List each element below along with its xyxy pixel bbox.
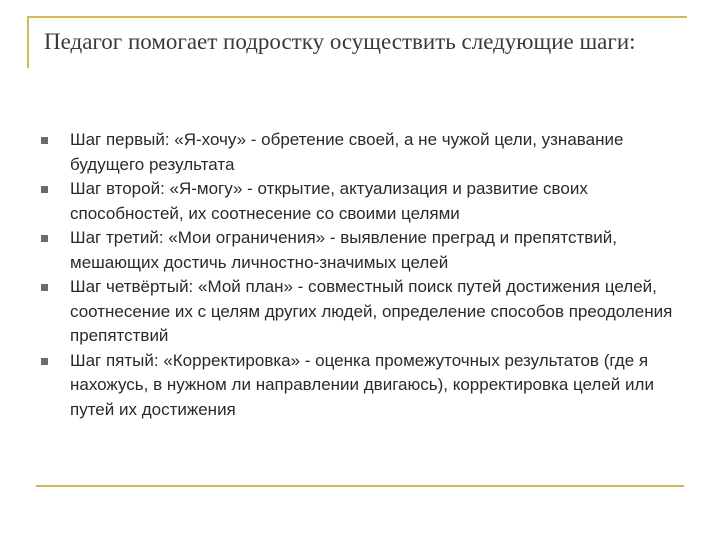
- square-bullet-icon: [41, 235, 48, 242]
- top-accent-line: [27, 16, 687, 18]
- list-item: [38, 275, 688, 349]
- step-5-text: Шаг пятый: «Корректировка» - оценка промежуточных результатов (где я нахожусь, в нужном ли направлении двигаюсь), корректировка целей или путей их достижения: [70, 350, 654, 419]
- square-bullet-icon: [41, 358, 48, 365]
- square-bullet-icon: [41, 186, 48, 193]
- list-item: [38, 349, 688, 423]
- steps-list: [38, 128, 688, 422]
- step-4-text: Шаг четвёртый: «Мой план» - совместный поиск путей достижения целей, соотнесение их с целям других людей, определение способов преодоления препятствий: [70, 277, 673, 345]
- step-1-text: Шаг первый: «Я-хочу» - обретение своей, а не чужой цели, узнавание будущего результата: [70, 130, 624, 174]
- slide-title: Педагог помогает подростку осуществить следующие шаги:: [44, 29, 636, 54]
- bottom-accent-line: [36, 485, 684, 487]
- step-3-text: Шаг третий: «Мои ограничения» - выявление преград и препятствий, мешающих достичь личностно-значимых целей: [70, 228, 617, 272]
- step-2-text: Шаг второй: «Я-могу» - открытие, актуализация и развитие своих способностей, их соотнесение со своими целями: [70, 179, 588, 223]
- list-item: [38, 128, 688, 177]
- left-accent-line: [27, 16, 29, 68]
- square-bullet-icon: [41, 284, 48, 291]
- list-item: [38, 226, 688, 275]
- square-bullet-icon: [41, 137, 48, 144]
- list-item: [38, 177, 688, 226]
